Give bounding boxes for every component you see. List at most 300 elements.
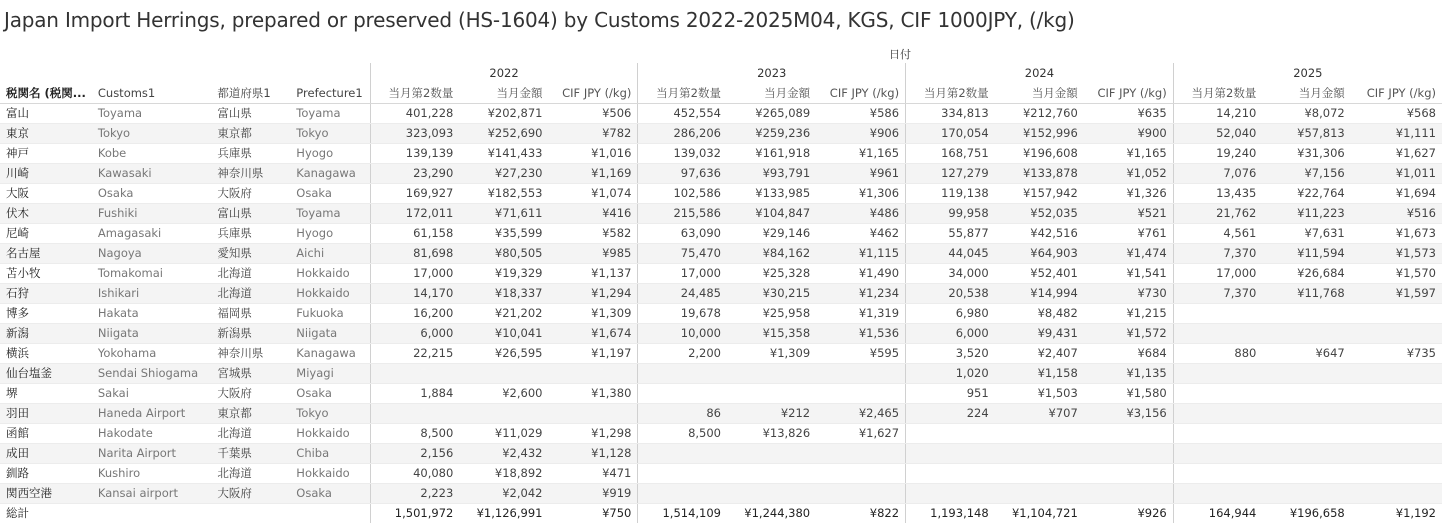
total-cell[interactable]: ¥926 [1084, 503, 1173, 523]
customs-jp-cell[interactable]: 関西空港 [0, 483, 92, 503]
value-cell[interactable] [370, 403, 459, 423]
customs-en-cell[interactable]: Amagasaki [92, 223, 211, 243]
customs-jp-cell[interactable]: 大阪 [0, 183, 92, 203]
value-cell[interactable]: ¥1,074 [548, 183, 637, 203]
value-cell[interactable]: ¥52,401 [995, 263, 1084, 283]
value-cell[interactable]: 1,884 [370, 383, 459, 403]
value-cell[interactable]: 172,011 [370, 203, 459, 223]
value-cell[interactable] [370, 363, 459, 383]
value-cell[interactable]: ¥1,165 [816, 143, 905, 163]
value-cell[interactable]: ¥29,146 [727, 223, 816, 243]
value-cell[interactable]: ¥1,380 [548, 383, 637, 403]
value-cell[interactable]: ¥19,329 [459, 263, 548, 283]
prefecture-jp-cell[interactable]: 東京都 [211, 403, 290, 423]
value-cell[interactable]: ¥1,572 [1084, 323, 1173, 343]
customs-jp-cell[interactable]: 苫小牧 [0, 263, 92, 283]
value-cell[interactable]: ¥35,599 [459, 223, 548, 243]
value-cell[interactable]: 168,751 [906, 143, 995, 163]
customs-jp-cell[interactable]: 函館 [0, 423, 92, 443]
value-cell[interactable]: 52,040 [1173, 123, 1262, 143]
customs-jp-cell[interactable]: 名古屋 [0, 243, 92, 263]
prefecture-en-header[interactable]: Prefecture1 [290, 83, 370, 103]
value-cell[interactable]: ¥141,433 [459, 143, 548, 163]
customs-en-header[interactable]: Customs1 [92, 83, 211, 103]
value-cell[interactable]: ¥9,431 [995, 323, 1084, 343]
value-cell[interactable]: ¥1,319 [816, 303, 905, 323]
value-cell[interactable] [1351, 363, 1442, 383]
value-cell[interactable]: ¥521 [1084, 203, 1173, 223]
prefecture-jp-cell[interactable]: 東京都 [211, 123, 290, 143]
value-cell[interactable] [459, 403, 548, 423]
value-cell[interactable]: 224 [906, 403, 995, 423]
value-cell[interactable]: ¥93,791 [727, 163, 816, 183]
customs-jp-cell[interactable]: 仙台塩釜 [0, 363, 92, 383]
prefecture-en-cell[interactable]: Tokyo [290, 123, 370, 143]
amount-header[interactable]: 当月金額 [727, 83, 816, 103]
value-cell[interactable] [995, 463, 1084, 483]
value-cell[interactable]: 452,554 [638, 103, 727, 123]
customs-en-cell[interactable]: Niigata [92, 323, 211, 343]
amount-header[interactable]: 当月金額 [459, 83, 548, 103]
value-cell[interactable]: ¥1,169 [548, 163, 637, 183]
value-cell[interactable]: 119,138 [906, 183, 995, 203]
value-cell[interactable]: ¥152,996 [995, 123, 1084, 143]
customs-en-cell[interactable]: Ishikari [92, 283, 211, 303]
prefecture-en-cell[interactable]: Toyama [290, 203, 370, 223]
value-cell[interactable] [906, 463, 995, 483]
prefecture-jp-cell[interactable]: 宮城県 [211, 363, 290, 383]
value-cell[interactable]: ¥52,035 [995, 203, 1084, 223]
value-cell[interactable]: 75,470 [638, 243, 727, 263]
customs-en-cell[interactable]: Sendai Shiogama [92, 363, 211, 383]
prefecture-jp-cell[interactable]: 神奈川県 [211, 343, 290, 363]
value-cell[interactable]: ¥1,165 [1084, 143, 1173, 163]
value-cell[interactable]: ¥582 [548, 223, 637, 243]
value-cell[interactable]: 1,020 [906, 363, 995, 383]
prefecture-jp-cell[interactable]: 富山県 [211, 203, 290, 223]
value-cell[interactable]: ¥1,158 [995, 363, 1084, 383]
customs-jp-cell[interactable]: 伏木 [0, 203, 92, 223]
value-cell[interactable]: ¥684 [1084, 343, 1173, 363]
value-cell[interactable]: 21,762 [1173, 203, 1262, 223]
prefecture-en-cell[interactable]: Hyogo [290, 143, 370, 163]
year-header[interactable]: 2023 [638, 63, 906, 83]
cif-header[interactable]: CIF JPY (/kg) [1351, 83, 1442, 103]
prefecture-en-cell[interactable]: Toyama [290, 103, 370, 123]
total-cell[interactable]: ¥1,244,380 [727, 503, 816, 523]
customs-jp-cell[interactable]: 尼崎 [0, 223, 92, 243]
value-cell[interactable]: ¥1,474 [1084, 243, 1173, 263]
value-cell[interactable]: 19,240 [1173, 143, 1262, 163]
prefecture-en-cell[interactable]: Hyogo [290, 223, 370, 243]
value-cell[interactable]: ¥22,764 [1262, 183, 1350, 203]
value-cell[interactable] [1262, 383, 1350, 403]
value-cell[interactable] [1084, 463, 1173, 483]
total-cell[interactable]: 1,514,109 [638, 503, 727, 523]
value-cell[interactable]: 8,500 [638, 423, 727, 443]
value-cell[interactable] [1084, 443, 1173, 463]
value-cell[interactable]: ¥42,516 [995, 223, 1084, 243]
value-cell[interactable]: 61,158 [370, 223, 459, 243]
value-cell[interactable] [995, 483, 1084, 503]
total-cell[interactable]: 1,501,972 [370, 503, 459, 523]
value-cell[interactable]: ¥2,432 [459, 443, 548, 463]
value-cell[interactable]: ¥707 [995, 403, 1084, 423]
value-cell[interactable] [1262, 463, 1350, 483]
customs-jp-cell[interactable]: 堺 [0, 383, 92, 403]
amount-header[interactable]: 当月金額 [1262, 83, 1350, 103]
value-cell[interactable]: ¥21,202 [459, 303, 548, 323]
value-cell[interactable]: ¥64,903 [995, 243, 1084, 263]
prefecture-jp-cell[interactable]: 北海道 [211, 463, 290, 483]
value-cell[interactable]: ¥133,878 [995, 163, 1084, 183]
prefecture-jp-cell[interactable]: 新潟県 [211, 323, 290, 343]
prefecture-en-cell[interactable]: Hokkaido [290, 463, 370, 483]
value-cell[interactable]: 880 [1173, 343, 1262, 363]
value-cell[interactable]: ¥2,407 [995, 343, 1084, 363]
total-cell[interactable]: 1,193,148 [906, 503, 995, 523]
value-cell[interactable]: ¥11,029 [459, 423, 548, 443]
value-cell[interactable]: 102,586 [638, 183, 727, 203]
value-cell[interactable]: 14,170 [370, 283, 459, 303]
value-cell[interactable] [727, 363, 816, 383]
value-cell[interactable] [1262, 323, 1350, 343]
prefecture-en-cell[interactable]: Hokkaido [290, 283, 370, 303]
prefecture-jp-cell[interactable]: 富山県 [211, 103, 290, 123]
value-cell[interactable]: ¥635 [1084, 103, 1173, 123]
value-cell[interactable] [548, 403, 637, 423]
value-cell[interactable]: ¥1,309 [548, 303, 637, 323]
value-cell[interactable]: ¥1,135 [1084, 363, 1173, 383]
value-cell[interactable] [1084, 483, 1173, 503]
value-cell[interactable]: 7,370 [1173, 283, 1262, 303]
value-cell[interactable]: 6,000 [906, 323, 995, 343]
value-cell[interactable]: ¥26,595 [459, 343, 548, 363]
value-cell[interactable] [906, 423, 995, 443]
total-cell[interactable]: ¥1,192 [1351, 503, 1442, 523]
value-cell[interactable]: ¥900 [1084, 123, 1173, 143]
value-cell[interactable] [906, 483, 995, 503]
value-cell[interactable]: ¥506 [548, 103, 637, 123]
value-cell[interactable] [1351, 403, 1442, 423]
value-cell[interactable] [816, 383, 905, 403]
value-cell[interactable]: ¥31,306 [1262, 143, 1350, 163]
total-cell[interactable]: ¥1,104,721 [995, 503, 1084, 523]
prefecture-en-cell[interactable]: Kanagawa [290, 163, 370, 183]
value-cell[interactable] [1173, 303, 1262, 323]
value-cell[interactable]: ¥26,684 [1262, 263, 1350, 283]
value-cell[interactable]: 19,678 [638, 303, 727, 323]
value-cell[interactable]: 17,000 [638, 263, 727, 283]
value-cell[interactable]: ¥11,768 [1262, 283, 1350, 303]
value-cell[interactable]: 4,561 [1173, 223, 1262, 243]
customs-en-cell[interactable]: Nagoya [92, 243, 211, 263]
year-header[interactable]: 2025 [1173, 63, 1442, 83]
prefecture-en-cell[interactable]: Osaka [290, 183, 370, 203]
value-cell[interactable]: 17,000 [370, 263, 459, 283]
value-cell[interactable]: ¥1,115 [816, 243, 905, 263]
value-cell[interactable] [638, 363, 727, 383]
value-cell[interactable]: 6,980 [906, 303, 995, 323]
value-cell[interactable]: 215,586 [638, 203, 727, 223]
value-cell[interactable]: 17,000 [1173, 263, 1262, 283]
value-cell[interactable]: 127,279 [906, 163, 995, 183]
prefecture-jp-cell[interactable]: 福岡県 [211, 303, 290, 323]
value-cell[interactable]: ¥80,505 [459, 243, 548, 263]
value-cell[interactable]: ¥1,306 [816, 183, 905, 203]
value-cell[interactable]: ¥735 [1351, 343, 1442, 363]
value-cell[interactable]: ¥265,089 [727, 103, 816, 123]
customs-jp-cell[interactable]: 石狩 [0, 283, 92, 303]
prefecture-jp-cell[interactable]: 神奈川県 [211, 163, 290, 183]
customs-en-cell[interactable]: Yokohama [92, 343, 211, 363]
value-cell[interactable] [727, 483, 816, 503]
value-cell[interactable]: ¥761 [1084, 223, 1173, 243]
value-cell[interactable]: 286,206 [638, 123, 727, 143]
customs-en-cell[interactable]: Haneda Airport [92, 403, 211, 423]
customs-jp-cell[interactable]: 成田 [0, 443, 92, 463]
value-cell[interactable] [816, 363, 905, 383]
value-cell[interactable]: 13,435 [1173, 183, 1262, 203]
amount-header[interactable]: 当月金額 [995, 83, 1084, 103]
value-cell[interactable]: ¥13,826 [727, 423, 816, 443]
value-cell[interactable]: ¥212 [727, 403, 816, 423]
value-cell[interactable] [548, 363, 637, 383]
value-cell[interactable]: ¥10,041 [459, 323, 548, 343]
value-cell[interactable]: 139,032 [638, 143, 727, 163]
prefecture-jp-cell[interactable]: 大阪府 [211, 483, 290, 503]
customs-en-cell[interactable]: Narita Airport [92, 443, 211, 463]
customs-en-cell[interactable]: Osaka [92, 183, 211, 203]
quantity-header[interactable]: 当月第2数量 [370, 83, 459, 103]
customs-jp-header[interactable]: 税関名 (税関... [0, 83, 92, 103]
value-cell[interactable]: 86 [638, 403, 727, 423]
value-cell[interactable]: 7,076 [1173, 163, 1262, 183]
prefecture-jp-cell[interactable]: 千葉県 [211, 443, 290, 463]
value-cell[interactable]: ¥985 [548, 243, 637, 263]
value-cell[interactable]: 169,927 [370, 183, 459, 203]
value-cell[interactable]: ¥486 [816, 203, 905, 223]
value-cell[interactable]: ¥157,942 [995, 183, 1084, 203]
value-cell[interactable]: 10,000 [638, 323, 727, 343]
value-cell[interactable]: ¥961 [816, 163, 905, 183]
value-cell[interactable]: 14,210 [1173, 103, 1262, 123]
value-cell[interactable]: ¥25,958 [727, 303, 816, 323]
value-cell[interactable]: 334,813 [906, 103, 995, 123]
customs-jp-cell[interactable]: 川崎 [0, 163, 92, 183]
prefecture-en-cell[interactable]: Tokyo [290, 403, 370, 423]
customs-jp-cell[interactable]: 東京 [0, 123, 92, 143]
value-cell[interactable]: ¥1,309 [727, 343, 816, 363]
value-cell[interactable]: ¥2,042 [459, 483, 548, 503]
customs-jp-cell[interactable]: 釧路 [0, 463, 92, 483]
value-cell[interactable]: ¥14,994 [995, 283, 1084, 303]
value-cell[interactable]: ¥1,326 [1084, 183, 1173, 203]
value-cell[interactable]: ¥3,156 [1084, 403, 1173, 423]
customs-en-cell[interactable]: Toyama [92, 103, 211, 123]
value-cell[interactable] [1351, 303, 1442, 323]
value-cell[interactable]: 55,877 [906, 223, 995, 243]
value-cell[interactable]: 24,485 [638, 283, 727, 303]
value-cell[interactable]: ¥1,673 [1351, 223, 1442, 243]
year-header[interactable]: 2024 [906, 63, 1174, 83]
value-cell[interactable] [1262, 423, 1350, 443]
value-cell[interactable] [638, 463, 727, 483]
value-cell[interactable]: ¥25,328 [727, 263, 816, 283]
value-cell[interactable]: 20,538 [906, 283, 995, 303]
cif-header[interactable]: CIF JPY (/kg) [1084, 83, 1173, 103]
value-cell[interactable]: ¥471 [548, 463, 637, 483]
value-cell[interactable]: ¥1,580 [1084, 383, 1173, 403]
value-cell[interactable]: 40,080 [370, 463, 459, 483]
value-cell[interactable] [1262, 483, 1350, 503]
value-cell[interactable]: ¥1,298 [548, 423, 637, 443]
value-cell[interactable] [1173, 323, 1262, 343]
customs-en-cell[interactable]: Kawasaki [92, 163, 211, 183]
value-cell[interactable]: 2,156 [370, 443, 459, 463]
value-cell[interactable]: ¥259,236 [727, 123, 816, 143]
value-cell[interactable]: ¥1,503 [995, 383, 1084, 403]
value-cell[interactable] [995, 443, 1084, 463]
value-cell[interactable]: ¥11,223 [1262, 203, 1350, 223]
value-cell[interactable] [816, 483, 905, 503]
value-cell[interactable] [727, 463, 816, 483]
value-cell[interactable]: ¥104,847 [727, 203, 816, 223]
prefecture-jp-cell[interactable]: 兵庫県 [211, 223, 290, 243]
value-cell[interactable]: ¥919 [548, 483, 637, 503]
prefecture-jp-header[interactable]: 都道府県1 [211, 83, 290, 103]
total-cell[interactable]: ¥196,658 [1262, 503, 1350, 523]
value-cell[interactable] [638, 443, 727, 463]
value-cell[interactable]: ¥18,892 [459, 463, 548, 483]
customs-en-cell[interactable]: Kobe [92, 143, 211, 163]
value-cell[interactable]: 22,215 [370, 343, 459, 363]
value-cell[interactable]: ¥71,611 [459, 203, 548, 223]
value-cell[interactable]: ¥730 [1084, 283, 1173, 303]
value-cell[interactable]: ¥647 [1262, 343, 1350, 363]
value-cell[interactable]: ¥516 [1351, 203, 1442, 223]
prefecture-en-cell[interactable]: Fukuoka [290, 303, 370, 323]
value-cell[interactable] [638, 483, 727, 503]
customs-jp-cell[interactable]: 横浜 [0, 343, 92, 363]
value-cell[interactable] [1262, 363, 1350, 383]
customs-en-cell[interactable]: Fushiki [92, 203, 211, 223]
value-cell[interactable]: ¥27,230 [459, 163, 548, 183]
year-header[interactable]: 2022 [370, 63, 638, 83]
value-cell[interactable]: ¥1,052 [1084, 163, 1173, 183]
value-cell[interactable]: 63,090 [638, 223, 727, 243]
value-cell[interactable] [816, 463, 905, 483]
total-cell[interactable]: ¥750 [548, 503, 637, 523]
value-cell[interactable]: 6,000 [370, 323, 459, 343]
value-cell[interactable]: ¥196,608 [995, 143, 1084, 163]
value-cell[interactable] [1173, 483, 1262, 503]
prefecture-jp-cell[interactable]: 大阪府 [211, 183, 290, 203]
value-cell[interactable]: ¥202,871 [459, 103, 548, 123]
customs-en-cell[interactable]: Sakai [92, 383, 211, 403]
value-cell[interactable] [816, 443, 905, 463]
value-cell[interactable]: ¥595 [816, 343, 905, 363]
customs-jp-cell[interactable]: 富山 [0, 103, 92, 123]
value-cell[interactable]: ¥8,072 [1262, 103, 1350, 123]
prefecture-jp-cell[interactable]: 兵庫県 [211, 143, 290, 163]
customs-en-cell[interactable]: Kansai airport [92, 483, 211, 503]
value-cell[interactable] [906, 443, 995, 463]
quantity-header[interactable]: 当月第2数量 [906, 83, 995, 103]
value-cell[interactable] [638, 383, 727, 403]
customs-jp-cell[interactable]: 羽田 [0, 403, 92, 423]
value-cell[interactable] [1084, 423, 1173, 443]
value-cell[interactable]: ¥1,674 [548, 323, 637, 343]
value-cell[interactable] [727, 383, 816, 403]
prefecture-en-cell[interactable]: Aichi [290, 243, 370, 263]
value-cell[interactable]: 99,958 [906, 203, 995, 223]
value-cell[interactable]: 323,093 [370, 123, 459, 143]
customs-jp-cell[interactable]: 新潟 [0, 323, 92, 343]
customs-en-cell[interactable]: Hakata [92, 303, 211, 323]
cif-header[interactable]: CIF JPY (/kg) [816, 83, 905, 103]
value-cell[interactable]: ¥586 [816, 103, 905, 123]
value-cell[interactable]: ¥1,570 [1351, 263, 1442, 283]
value-cell[interactable]: ¥1,597 [1351, 283, 1442, 303]
prefecture-en-cell[interactable]: Kanagawa [290, 343, 370, 363]
value-cell[interactable]: ¥212,760 [995, 103, 1084, 123]
value-cell[interactable] [1351, 443, 1442, 463]
prefecture-jp-cell[interactable]: 北海道 [211, 283, 290, 303]
value-cell[interactable]: 8,500 [370, 423, 459, 443]
prefecture-en-cell[interactable]: Osaka [290, 383, 370, 403]
value-cell[interactable]: ¥1,294 [548, 283, 637, 303]
total-cell[interactable]: ¥822 [816, 503, 905, 523]
value-cell[interactable]: 7,370 [1173, 243, 1262, 263]
value-cell[interactable]: 401,228 [370, 103, 459, 123]
value-cell[interactable]: ¥7,156 [1262, 163, 1350, 183]
value-cell[interactable]: ¥1,197 [548, 343, 637, 363]
customs-en-cell[interactable]: Hakodate [92, 423, 211, 443]
value-cell[interactable] [1351, 483, 1442, 503]
quantity-header[interactable]: 当月第2数量 [638, 83, 727, 103]
prefecture-jp-cell[interactable]: 大阪府 [211, 383, 290, 403]
value-cell[interactable]: ¥18,337 [459, 283, 548, 303]
value-cell[interactable] [1262, 403, 1350, 423]
total-cell[interactable]: ¥1,126,991 [459, 503, 548, 523]
value-cell[interactable]: 2,200 [638, 343, 727, 363]
value-cell[interactable]: ¥11,594 [1262, 243, 1350, 263]
value-cell[interactable]: ¥8,482 [995, 303, 1084, 323]
value-cell[interactable]: 951 [906, 383, 995, 403]
value-cell[interactable]: ¥1,011 [1351, 163, 1442, 183]
cif-header[interactable]: CIF JPY (/kg) [548, 83, 637, 103]
value-cell[interactable]: ¥1,111 [1351, 123, 1442, 143]
prefecture-en-cell[interactable]: Hokkaido [290, 263, 370, 283]
value-cell[interactable]: 3,520 [906, 343, 995, 363]
value-cell[interactable]: ¥1,573 [1351, 243, 1442, 263]
value-cell[interactable]: ¥416 [548, 203, 637, 223]
value-cell[interactable]: ¥57,813 [1262, 123, 1350, 143]
value-cell[interactable]: ¥7,631 [1262, 223, 1350, 243]
value-cell[interactable] [1351, 323, 1442, 343]
customs-en-cell[interactable]: Tokyo [92, 123, 211, 143]
value-cell[interactable]: ¥1,215 [1084, 303, 1173, 323]
value-cell[interactable] [1351, 463, 1442, 483]
value-cell[interactable] [1173, 443, 1262, 463]
customs-jp-cell[interactable]: 博多 [0, 303, 92, 323]
prefecture-en-cell[interactable]: Miyagi [290, 363, 370, 383]
value-cell[interactable]: ¥906 [816, 123, 905, 143]
value-cell[interactable] [1173, 463, 1262, 483]
value-cell[interactable]: ¥2,465 [816, 403, 905, 423]
value-cell[interactable] [1173, 423, 1262, 443]
